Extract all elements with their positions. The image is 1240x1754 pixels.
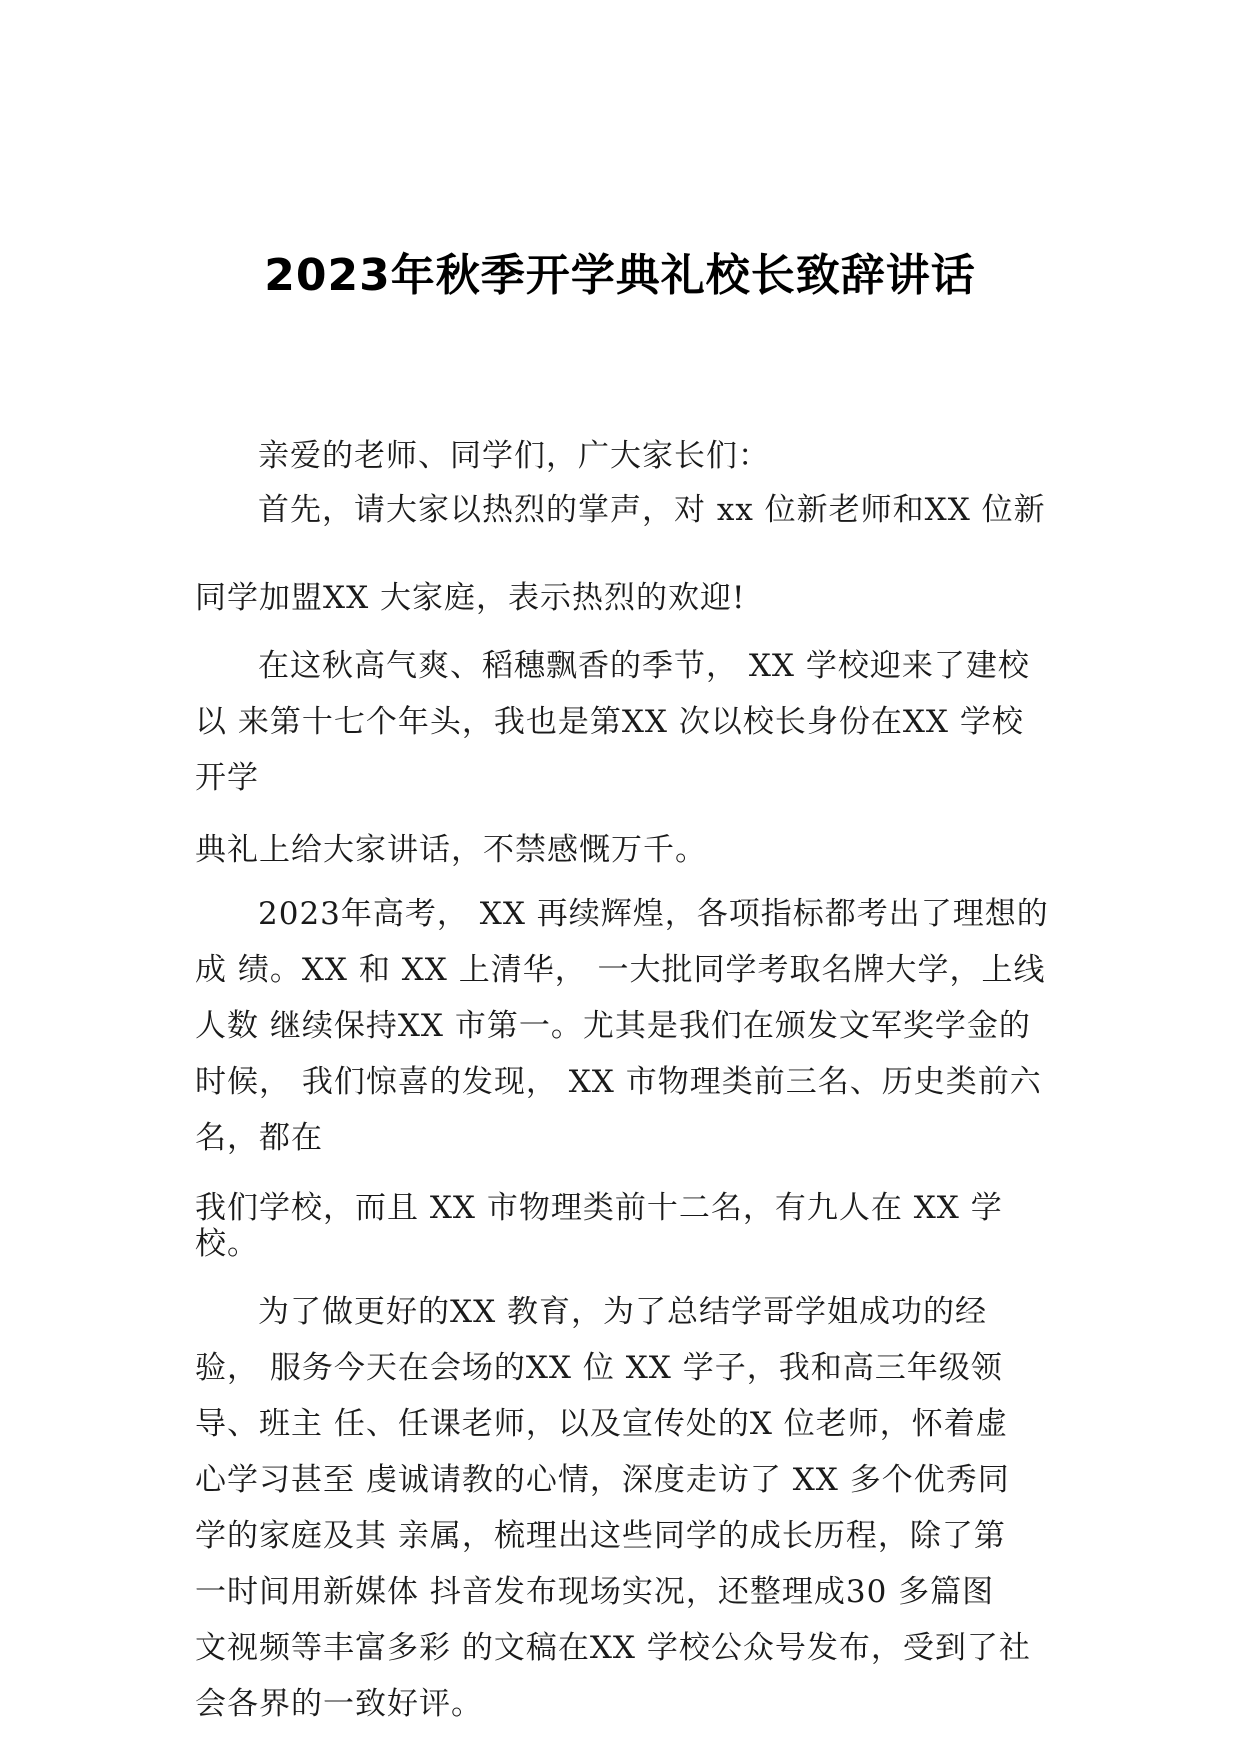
text-line: 首先，请大家以热烈的掌声，对 xx 位新老师和XX 位新 [258,492,1046,528]
text-line: 时候， 我们惊喜的发现， XX 市物理类前三名、历史类前六 [195,1064,1042,1100]
text-line: 心学习甚至 虔诚请教的心情，深度走访了 XX 多个优秀同 [195,1462,1010,1498]
text-line: 名，都在 [195,1120,323,1156]
text-line: 会各界的一致好评。 [195,1686,483,1722]
text-line: 开学 [195,760,259,796]
text-line: 验， 服务今天在会场的XX 位 XX 学子，我和高三年级领 [195,1350,1003,1386]
text-line: 在这秋高气爽、稻穗飘香的季节， XX 学校迎来了建校 [258,648,1030,684]
text-line: 成 绩。XX 和 XX 上清华， 一大批同学考取名牌大学，上线 [195,952,1046,988]
text-line: 典礼上给大家讲话，不禁感慨万千。 [195,832,707,868]
text-line: 校。 [195,1226,259,1262]
text-line: 我们学校，而且 XX 市物理类前十二名，有九人在 XX 学 [195,1190,1003,1226]
text-line: 同学加盟XX 大家庭，表示热烈的欢迎! [195,580,746,616]
text-line: 2023年高考， XX 再续辉煌，各项指标都考出了理想的 [258,896,1049,932]
text-line: 一时间用新媒体 抖音发布现场实况，还整理成30 多篇图 [195,1574,995,1610]
text-line: 文视频等丰富多彩 的文稿在XX 学校公众号发布，受到了社 [195,1630,1031,1666]
document-title: 2023年秋季开学典礼校长致辞讲话 [264,250,976,301]
text-line: 亲爱的老师、同学们，广大家长们： [258,438,770,474]
text-line: 为了做更好的XX 教育，为了总结学哥学姐成功的经 [258,1294,987,1330]
text-line: 人数 继续保持XX 市第一。尤其是我们在颁发文军奖学金的 [195,1008,1031,1044]
text-line: 以 来第十七个年头，我也是第XX 次以校长身份在XX 学校 [195,704,1024,740]
text-line: 学的家庭及其 亲属，梳理出这些同学的成长历程，除了第 [195,1518,1006,1554]
text-line: 导、班主 任、任课老师，以及宣传处的X 位老师，怀着虚 [195,1406,1008,1442]
